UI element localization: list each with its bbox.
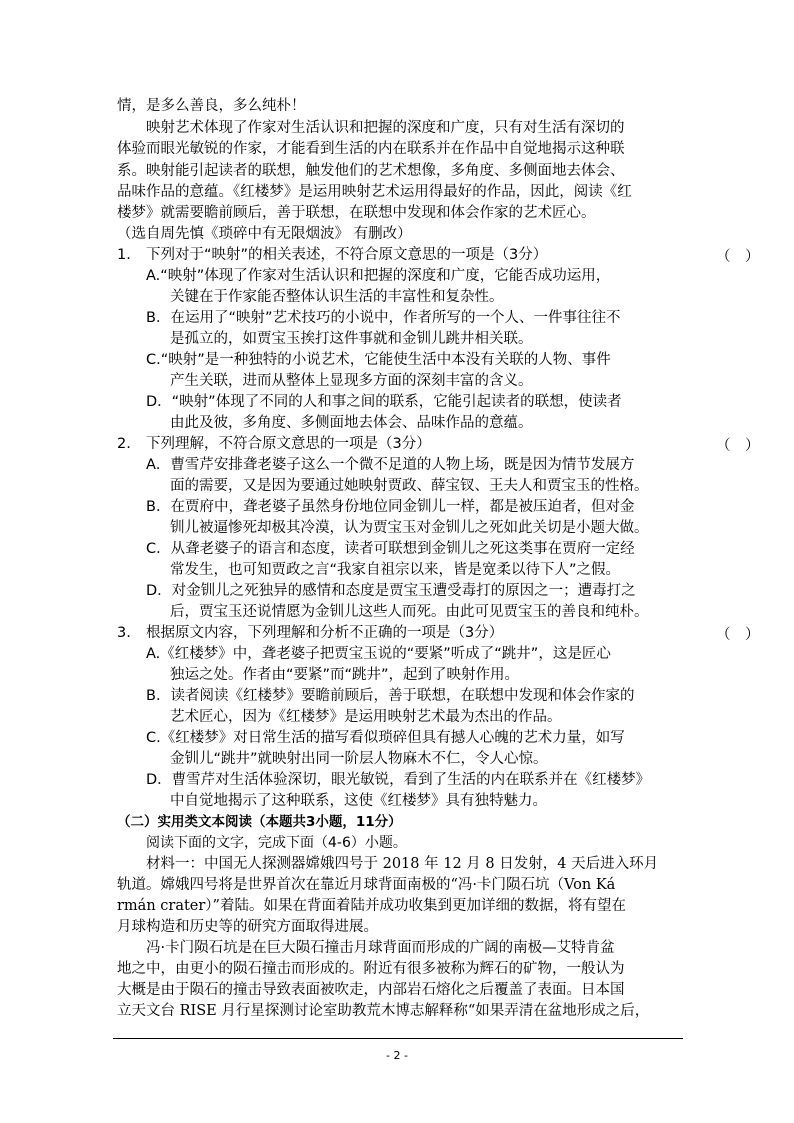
passage-line: 系。映射能引起读者的联想，触发他们的艺术想像，多角度、多侧面地去体会、 <box>117 163 625 179</box>
option-a[interactable]: A.《红楼梦》中，聋老婆子把贾宝玉说的“要紧”听成了“跳井”，这是匠心 <box>146 646 611 662</box>
answer-blank[interactable]: （ ） <box>716 627 760 643</box>
option-c-cont: 产生关联，进而从整体上显现多方面的深刻丰富的含义。 <box>170 373 533 389</box>
option-c-cont: 金钏儿“跳井”就映射出同一阶层人物麻木不仁，令人心惊。 <box>170 751 548 767</box>
passage-line: 情，是多么善良，多么纯朴！ <box>117 98 306 114</box>
material-line: 材料一：中国无人探测器嫦娥四号于 2018 年 12 月 8 日发射，4 天后进入环月 <box>146 856 659 872</box>
option-b[interactable]: B．在运用了“映射”艺术技巧的小说中，作者所写的一个人、一件事往往不 <box>146 310 621 326</box>
material-line: 冯·卡门陨石坑是在巨大陨石撞击月球背面而形成的广阔的南极—艾特肯盆 <box>146 940 615 956</box>
option-a-cont: 独运之处。作者由“要紧”而“跳井”，起到了映射作用。 <box>170 667 520 683</box>
material-line: rmán crater）”着陆。如果在背面着陆并成功收集到更加详细的数据，将有望在 <box>117 898 626 914</box>
option-d[interactable]: D．对金钏儿之死独异的感情和态度是贾宝玉遭受毒打的原因之一；遭毒打之 <box>146 583 636 599</box>
question-stem: 根据原文内容，下列理解和分析不正确的一项是（3分） <box>146 625 504 641</box>
option-a-cont: 面的需要，又是因为要通过她映射贾政、薛宝钗、王夫人和贾宝玉的性格。 <box>170 478 649 494</box>
question-number: 1. <box>117 247 131 263</box>
section-instruction: 阅读下面的文字，完成下面（4-6）小题。 <box>146 835 407 851</box>
footer-divider <box>113 1038 683 1039</box>
passage-line: 体验而眼光敏锐的作家，才能看到生活的内在联系并在作品中自觉地揭示这种联 <box>117 141 625 157</box>
option-c[interactable]: C.《红楼梦》对日常生活的描写看似琐碎但具有撼人心魄的艺术力量，如写 <box>146 730 625 746</box>
question-stem: 下列对于“映射”的相关表述，不符合原文意思的一项是（3分） <box>146 247 548 263</box>
material-line: 地之中，由更小的陨石撞击而形成的。附近有很多被称为辉石的矿物，一般认为 <box>117 961 625 977</box>
question-stem: 下列理解，不符合原文意思的一项是（3分） <box>146 436 431 452</box>
question-number: 2. <box>117 436 131 452</box>
material-line: 大概是由于陨石的撞击导致表面被吹走，内部岩石熔化之后覆盖了表面。日本国 <box>117 982 625 998</box>
material-line: 月球构造和历史等的研究方面取得进展。 <box>117 919 378 935</box>
option-d[interactable]: D．曹雪芹对生活体验深切，眼光敏锐，看到了生活的内在联系并在《红楼梦》 <box>146 772 651 788</box>
material-line: 轨道。嫦娥四号将是世界首次在靠近月球背面南极的“冯·卡门陨石坑（Von Ká <box>117 877 616 893</box>
option-d-cont: 由此及彼，多角度、多侧面地去体会、品味作品的意蕴。 <box>170 415 533 431</box>
option-d-cont: 中自觉地揭示了这种联系，这使《红楼梦》具有独特魅力。 <box>170 793 547 809</box>
passage-line: 品味作品的意蕴。《红楼梦》是运用映射艺术运用得最好的作品，因此，阅读《红 <box>117 184 632 200</box>
option-d-cont: 后，贾宝玉还说情愿为金钏儿这些人而死。由此可见贾宝玉的善良和纯朴。 <box>170 604 649 620</box>
material-line: 立天文台 RISE 月行星探测讨论室助教荒木博志解释称“如果弄清在盆地形成之后， <box>117 1003 650 1019</box>
question-number: 3. <box>117 625 131 641</box>
option-c-cont: 常发生，也可知贾政之言“我家自祖宗以来，皆是宽柔以待下人”之假。 <box>170 562 621 578</box>
passage-line: 楼梦》就需要瞻前顾后，善于联想，在联想中发现和体会作家的艺术匠心。 <box>117 205 596 221</box>
answer-blank[interactable]: （ ） <box>716 438 760 454</box>
option-b[interactable]: B．读者阅读《红楼梦》要瞻前顾后，善于联想，在联想中发现和体会作家的 <box>146 688 635 704</box>
option-a[interactable]: A．曹雪芹安排聋老婆子这么一个微不足道的人物上场，既是因为情节发展方 <box>146 457 635 473</box>
page-number: - 2 - <box>386 1049 408 1062</box>
source-citation: （选自周先慎《琐碎中有无限烟波》 有删改） <box>117 226 412 242</box>
passage-line: 映射艺术体现了作家对生活认识和把握的深度和广度，只有对生活有深切的 <box>146 120 625 136</box>
option-b-cont: 艺术匠心，因为《红楼梦》是运用映射艺术最为杰出的作品。 <box>170 709 562 725</box>
option-c[interactable]: C.“映射”是一种独特的小说艺术，它能使生活中本没有关联的人物、事件 <box>146 352 611 368</box>
option-a[interactable]: A.“映射”体现了作家对生活认识和把握的深度和广度，它能否成功运用， <box>146 268 611 284</box>
option-d[interactable]: D．“映射”体现了不同的人和事之间的联系，它能引起读者的联想，使读者 <box>146 394 622 410</box>
option-c[interactable]: C．从聋老婆子的语言和态度，读者可联想到金钏儿之死这类事在贾府一定经 <box>146 541 635 557</box>
option-b-cont: 钏儿被逼惨死却极其冷漠，认为贾宝玉对金钏儿之死如此关切是小题大做。 <box>170 520 649 536</box>
answer-blank[interactable]: （ ） <box>716 249 760 265</box>
option-a-cont: 关键在于作家能否整体认识生活的丰富性和复杂性。 <box>170 289 504 305</box>
option-b-cont: 是孤立的，如贾宝玉挨打这件事就和金钏儿跳井相关联。 <box>170 331 533 347</box>
option-b[interactable]: B．在贾府中，聋老婆子虽然身份地位同金钏儿一样，都是被压迫者，但对金 <box>146 499 635 515</box>
section-heading: （二）实用类文本阅读（本题共3小题，11分） <box>117 814 402 830</box>
